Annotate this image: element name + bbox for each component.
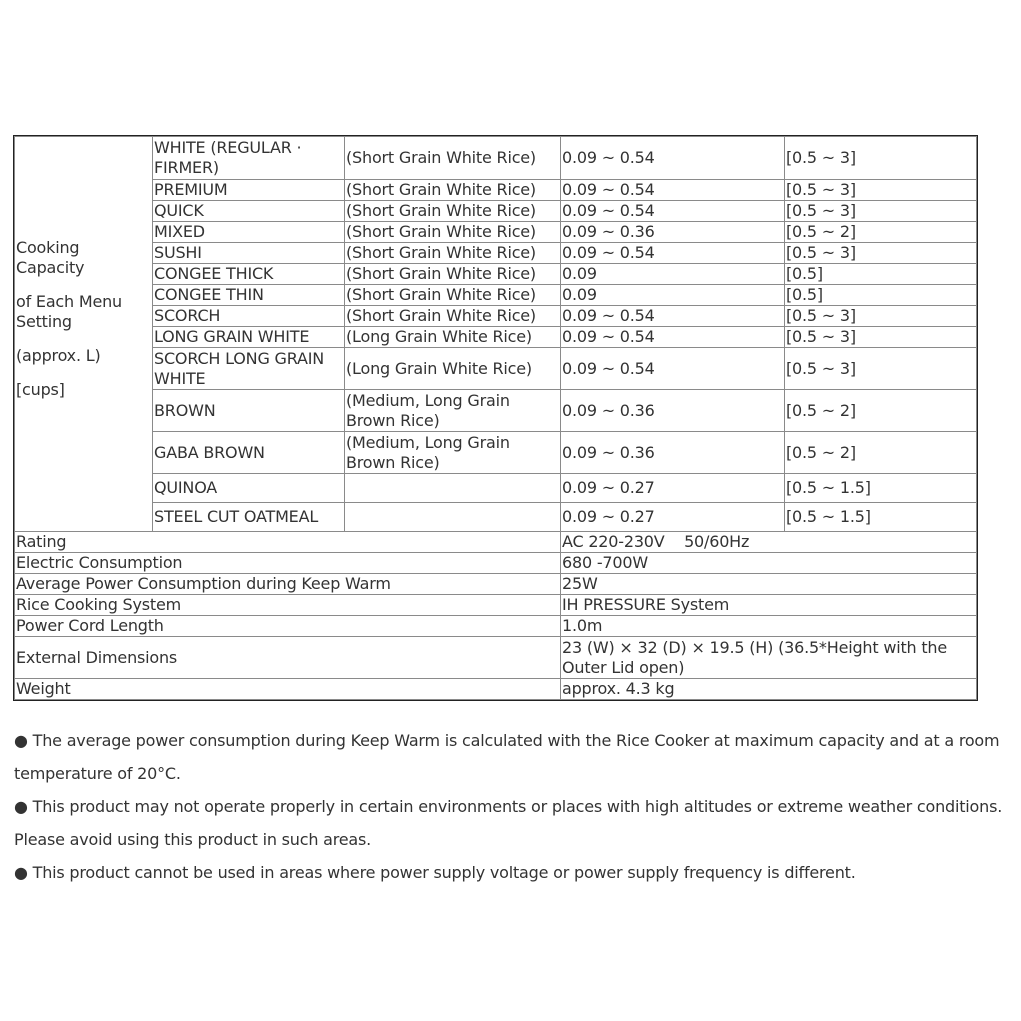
capacity-liters <box>561 201 785 222</box>
capacity-liters-text: 0.09 ~ 0.27 <box>562 507 655 526</box>
spec-label <box>15 637 561 679</box>
rice-type-text: (Short Grain White Rice) <box>346 285 536 304</box>
spec-value <box>561 532 977 553</box>
capacity-liters-text: 0.09 ~ 0.54 <box>562 327 655 346</box>
spec-value <box>561 637 977 679</box>
menu-name <box>153 503 345 532</box>
spec-value-text: approx. 4.3 kg <box>562 679 675 698</box>
capacity-label-3: of Each Menu <box>16 292 122 311</box>
capacity-liters <box>561 222 785 243</box>
capacity-liters-text: 0.09 ~ 0.36 <box>562 400 655 420</box>
capacity-cups-text: [0.5 ~ 2] <box>786 442 856 462</box>
capacity-cups <box>785 180 977 201</box>
capacity-liters <box>561 327 785 348</box>
capacity-liters-text: 0.09 ~ 0.54 <box>562 306 655 325</box>
table-row <box>15 503 977 532</box>
table-row <box>15 180 977 201</box>
capacity-cups <box>785 432 977 474</box>
spec-value <box>561 574 977 595</box>
capacity-cups <box>785 285 977 306</box>
spec-table <box>14 136 977 700</box>
table-row <box>15 474 977 503</box>
capacity-cups <box>785 474 977 503</box>
capacity-cups-text: [0.5 ~ 3] <box>786 243 856 262</box>
menu-name-text: SUSHI <box>154 243 202 262</box>
capacity-cups-text: [0.5] <box>786 285 823 304</box>
capacity-cups <box>785 390 977 432</box>
spec-label <box>15 595 561 616</box>
spec-row <box>15 616 977 637</box>
table-row <box>15 264 977 285</box>
menu-name-text: SCORCH <box>154 306 221 325</box>
capacity-liters-text: 0.09 ~ 0.54 <box>562 243 655 262</box>
note-keep-warm: ● The average power consumption during Keep Warm is calculated with the Rice Cooker at maximum capacity and at a room temperature of 20°C. <box>14 731 1000 783</box>
table-row <box>15 243 977 264</box>
table-row <box>15 222 977 243</box>
table-row <box>15 348 977 390</box>
capacity-liters-text: 0.09 ~ 0.36 <box>562 442 655 462</box>
capacity-cups-text: [0.5 ~ 3] <box>786 306 856 325</box>
spec-label-text: Electric Consumption <box>16 553 183 572</box>
rice-type-text: (Short Grain White Rice) <box>346 148 536 167</box>
menu-name <box>153 285 345 306</box>
table-row <box>15 137 977 180</box>
capacity-cups-text: [0.5 ~ 2] <box>786 222 856 241</box>
spec-value <box>561 679 977 700</box>
capacity-label-1: Cooking <box>16 238 80 257</box>
spec-value-text: 23 (W) × 32 (D) × 19.5 (H) (36.5*Height with the Outer Lid open) <box>562 637 948 677</box>
capacity-liters-text: 0.09 ~ 0.27 <box>562 478 655 497</box>
spec-row <box>15 595 977 616</box>
spec-value <box>561 553 977 574</box>
menu-name-text: BROWN <box>154 400 216 420</box>
capacity-cups <box>785 264 977 285</box>
spec-row <box>15 679 977 700</box>
capacity-cups-text: [0.5 ~ 2] <box>786 400 856 420</box>
capacity-cups-text: [0.5 ~ 3] <box>786 201 856 220</box>
spec-label-text: External Dimensions <box>16 647 178 667</box>
menu-name-text: WHITE (REGULAR · FIRMER) <box>154 138 302 177</box>
capacity-liters-text: 0.09 ~ 0.54 <box>562 148 655 167</box>
spec-label <box>15 574 561 595</box>
capacity-liters <box>561 474 785 503</box>
rice-type <box>345 222 561 243</box>
capacity-label-2: Capacity <box>16 258 85 277</box>
table-row <box>15 432 977 474</box>
menu-name-text: LONG GRAIN WHITE <box>154 327 310 346</box>
capacity-cups-text: [0.5 ~ 3] <box>786 327 856 346</box>
spec-label-text: Rice Cooking System <box>16 595 181 614</box>
capacity-liters <box>561 285 785 306</box>
spec-label-text: Rating <box>16 532 67 551</box>
capacity-cups-text: [0.5 ~ 1.5] <box>786 478 871 497</box>
spec-value-text: IH PRESSURE System <box>562 595 730 614</box>
capacity-label <box>15 137 153 532</box>
menu-name-text: GABA BROWN <box>154 442 265 462</box>
menu-name-text: CONGEE THIN <box>154 285 264 304</box>
capacity-label-4: Setting <box>16 312 72 331</box>
spec-row <box>15 553 977 574</box>
rice-type <box>345 243 561 264</box>
rice-type <box>345 348 561 390</box>
menu-name <box>153 348 345 390</box>
rice-type-text: (Short Grain White Rice) <box>346 264 536 283</box>
capacity-liters-text: 0.09 ~ 0.54 <box>562 201 655 220</box>
capacity-cups <box>785 306 977 327</box>
menu-name-text: SCORCH LONG GRAIN WHITE <box>154 348 325 388</box>
capacity-liters-text: 0.09 ~ 0.54 <box>562 180 655 199</box>
capacity-cups <box>785 503 977 532</box>
rice-type <box>345 390 561 432</box>
spec-value <box>561 595 977 616</box>
note-environment: ● This product may not operate properly in certain environments or places with high altitudes or extreme weather conditions. Please avoid using this product in such areas. <box>14 797 1003 849</box>
menu-name-text: PREMIUM <box>154 180 228 199</box>
menu-name <box>153 390 345 432</box>
table-row <box>15 285 977 306</box>
menu-name <box>153 432 345 474</box>
spec-label <box>15 679 561 700</box>
spec-label-text: Weight <box>16 679 71 698</box>
capacity-liters-text: 0.09 <box>562 264 597 283</box>
table-row <box>15 390 977 432</box>
table-row <box>15 327 977 348</box>
spec-value <box>561 616 977 637</box>
capacity-liters-text: 0.09 <box>562 285 597 304</box>
rice-type-text: (Short Grain White Rice) <box>346 243 536 262</box>
capacity-liters <box>561 503 785 532</box>
capacity-cups <box>785 327 977 348</box>
spec-value-text: 1.0m <box>562 616 603 635</box>
table-row <box>15 306 977 327</box>
rice-type-text: (Medium, Long Grain Brown Rice) <box>346 390 510 430</box>
spec-value-text: 680 -700W <box>562 553 648 572</box>
rice-type <box>345 180 561 201</box>
spec-label <box>15 532 561 553</box>
capacity-cups <box>785 243 977 264</box>
capacity-cups-text: [0.5 ~ 3] <box>786 180 856 199</box>
capacity-liters-text: 0.09 ~ 0.54 <box>562 358 655 378</box>
menu-name <box>153 264 345 285</box>
notes <box>14 724 1014 889</box>
spec-row <box>15 574 977 595</box>
rice-type <box>345 201 561 222</box>
menu-name-text: STEEL CUT OATMEAL <box>154 507 319 526</box>
spec-value-text: 25W <box>562 574 598 593</box>
capacity-liters-text: 0.09 ~ 0.36 <box>562 222 655 241</box>
menu-name <box>153 137 345 180</box>
menu-name-text: QUICK <box>154 201 204 220</box>
capacity-cups <box>785 137 977 180</box>
capacity-cups-text: [0.5 ~ 3] <box>786 358 856 378</box>
spec-row <box>15 532 977 553</box>
rice-type-text: (Short Grain White Rice) <box>346 201 536 220</box>
menu-name <box>153 243 345 264</box>
rice-type <box>345 306 561 327</box>
menu-name-text: QUINOA <box>154 478 218 497</box>
rice-type <box>345 264 561 285</box>
capacity-liters <box>561 348 785 390</box>
rice-type-text: (Short Grain White Rice) <box>346 180 536 199</box>
rice-type <box>345 474 561 503</box>
capacity-cups-text: [0.5 ~ 3] <box>786 148 856 167</box>
rice-type <box>345 503 561 532</box>
spec-label-text: Power Cord Length <box>16 616 164 635</box>
capacity-cups-text: [0.5] <box>786 264 823 283</box>
menu-name <box>153 222 345 243</box>
spec-label <box>15 616 561 637</box>
rice-type <box>345 137 561 180</box>
spec-label <box>15 553 561 574</box>
capacity-liters <box>561 243 785 264</box>
capacity-cups-text: [0.5 ~ 1.5] <box>786 507 871 526</box>
note-power-supply: ● This product cannot be used in areas where power supply voltage or power supply frequency is different. <box>14 863 856 882</box>
menu-name <box>153 474 345 503</box>
rice-type-text: (Long Grain White Rice) <box>346 358 532 378</box>
menu-name <box>153 306 345 327</box>
spec-row <box>15 637 977 679</box>
rice-type <box>345 432 561 474</box>
capacity-liters <box>561 432 785 474</box>
spec-label-text: Average Power Consumption during Keep Warm <box>16 574 391 593</box>
menu-name <box>153 327 345 348</box>
menu-name-text: CONGEE THICK <box>154 264 274 283</box>
capacity-cups <box>785 222 977 243</box>
capacity-liters <box>561 390 785 432</box>
table-row <box>15 201 977 222</box>
capacity-label-5: (approx. L) <box>16 346 101 365</box>
menu-name <box>153 180 345 201</box>
menu-name-text: MIXED <box>154 222 205 241</box>
rice-type-text: (Short Grain White Rice) <box>346 222 536 241</box>
menu-name <box>153 201 345 222</box>
rice-type <box>345 327 561 348</box>
capacity-liters <box>561 180 785 201</box>
rice-type-text: (Short Grain White Rice) <box>346 306 536 325</box>
capacity-liters <box>561 306 785 327</box>
rice-type <box>345 285 561 306</box>
capacity-cups <box>785 348 977 390</box>
capacity-label-6: [cups] <box>16 380 65 399</box>
capacity-liters <box>561 137 785 180</box>
rice-type-text: (Long Grain White Rice) <box>346 327 532 346</box>
capacity-liters <box>561 264 785 285</box>
rice-type-text: (Medium, Long Grain Brown Rice) <box>346 432 510 472</box>
capacity-cups <box>785 201 977 222</box>
spec-value-text: AC 220-230V 50/60Hz <box>562 532 750 551</box>
